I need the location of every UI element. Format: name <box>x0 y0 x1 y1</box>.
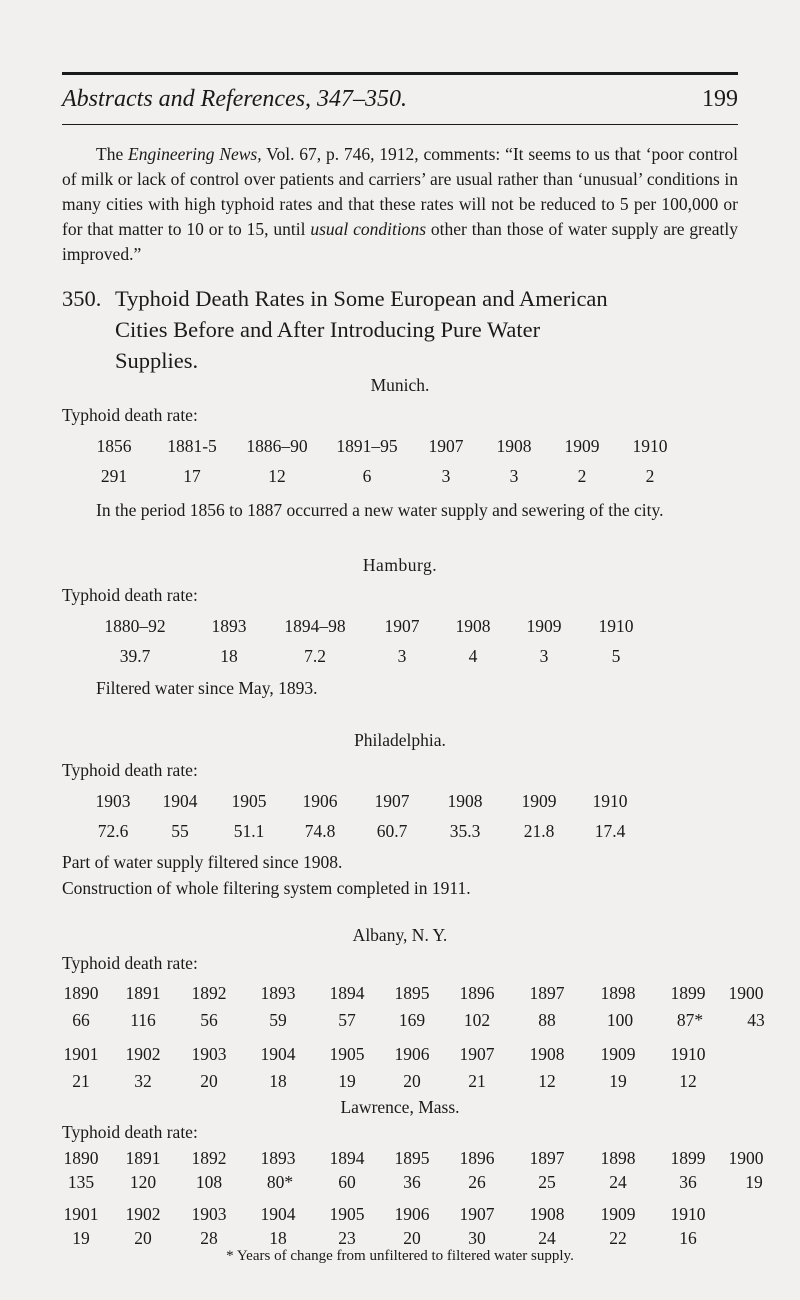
rate-cell: 59 <box>269 1010 287 1030</box>
rate-cell: 18 <box>269 1071 287 1091</box>
munich-note: In the period 1856 to 1887 occurred a new water supply and sewering of the city. <box>96 500 664 520</box>
rate-cell: 60.7 <box>376 821 408 841</box>
rate-cell: 4 <box>468 646 478 666</box>
city-heading-albany: Albany, N. Y. <box>352 925 448 945</box>
rate-label: Typhoid death rate: <box>62 405 198 425</box>
rate-cell: 16 <box>679 1228 697 1248</box>
rate-cell: 7.2 <box>304 646 326 666</box>
year-cell: 1894 <box>329 1148 365 1168</box>
intro-text-start: The <box>96 144 129 164</box>
year-cell: 1905 <box>329 1044 365 1064</box>
rate-cell: 28 <box>200 1228 218 1248</box>
year-cell: 1899 <box>670 983 706 1003</box>
rate-cell: 19 <box>609 1071 627 1091</box>
rate-cell: 169 <box>398 1010 426 1030</box>
rate-cell: 291 <box>100 466 128 486</box>
year-cell: 1907 <box>374 791 410 811</box>
rate-cell: 60 <box>338 1172 356 1192</box>
year-cell: 1900 <box>728 983 764 1003</box>
rate-cell: 3 <box>539 646 549 666</box>
year-cell: 1909 <box>600 1204 636 1224</box>
year-cell: 1910 <box>598 616 634 636</box>
year-cell: 1901 <box>63 1204 99 1224</box>
rate-cell: 20 <box>200 1071 218 1091</box>
rate-cell: 24 <box>538 1228 556 1248</box>
rate-cell: 24 <box>609 1172 627 1192</box>
year-cell: 1899 <box>670 1148 706 1168</box>
year-cell: 1895 <box>394 983 430 1003</box>
rate-label: Typhoid death rate: <box>62 585 198 605</box>
header-underline <box>62 124 738 125</box>
rate-cell: 30 <box>468 1228 486 1248</box>
rate-cell: 51.1 <box>233 821 265 841</box>
year-cell: 1907 <box>459 1044 495 1064</box>
rate-cell: 55 <box>171 821 189 841</box>
year-cell: 1906 <box>302 791 338 811</box>
rate-cell: 23 <box>338 1228 356 1248</box>
year-cell: 1898 <box>600 1148 636 1168</box>
year-cell: 1903 <box>191 1044 227 1064</box>
year-cell: 1880–92 <box>104 616 166 636</box>
rate-cell: 3 <box>441 466 451 486</box>
rate-cell: 32 <box>134 1071 152 1091</box>
year-cell: 1891–95 <box>336 436 398 456</box>
section-title-line: Cities Before and After Introducing Pure Water <box>115 317 541 342</box>
philadelphia-note-2: Construction of whole filtering system completed in 1911. <box>62 878 471 898</box>
year-cell: 1892 <box>191 983 227 1003</box>
rate-cell: 72.6 <box>97 821 129 841</box>
rate-cell: 39.7 <box>119 646 151 666</box>
year-cell: 1896 <box>459 1148 495 1168</box>
rate-cell: 116 <box>130 1010 156 1030</box>
section-title-line: Supplies. <box>115 348 199 373</box>
rate-cell: 66 <box>72 1010 90 1030</box>
city-heading-munich: Munich. <box>370 375 430 395</box>
rate-cell: 19 <box>745 1172 763 1192</box>
year-cell: 1898 <box>600 983 636 1003</box>
year-cell: 1903 <box>191 1204 227 1224</box>
year-cell: 1907 <box>459 1204 495 1224</box>
section-number: 350. <box>62 286 102 311</box>
rate-cell: 43 <box>747 1010 765 1030</box>
year-cell: 1890 <box>63 983 99 1003</box>
intro-emphasis: usual conditions <box>310 219 427 239</box>
year-cell: 1894–98 <box>284 616 346 636</box>
year-cell: 1905 <box>231 791 267 811</box>
rate-cell: 19 <box>72 1228 90 1248</box>
year-cell: 1904 <box>260 1044 296 1064</box>
year-cell: 1903 <box>95 791 131 811</box>
year-cell: 1897 <box>529 1148 565 1168</box>
rate-cell: 21.8 <box>523 821 555 841</box>
year-cell: 1900 <box>728 1148 764 1168</box>
section-title-line: Typhoid Death Rates in Some European and American <box>115 286 608 311</box>
year-cell: 1908 <box>529 1204 565 1224</box>
year-cell: 1908 <box>529 1044 565 1064</box>
rate-cell: 108 <box>195 1172 223 1192</box>
philadelphia-note-1: Part of water supply filtered since 1908. <box>62 852 343 872</box>
rate-cell: 19 <box>338 1071 356 1091</box>
rate-cell: 3 <box>509 466 519 486</box>
year-cell: 1906 <box>394 1204 430 1224</box>
intro-text: Vol. 67, p. 746, 1912, comments: “It seems to us that ‘poor control of milk or lack of control over patients and carriers’ are usual rather than ‘unusual’ conditions in many cities with high typhoid rates and that these rates will not be reduced to 5 per 100,000 or for that matter to 10 or to 15, until <box>62 144 738 239</box>
source-title: Engineering News, <box>128 144 262 164</box>
year-cell: 1909 <box>526 616 562 636</box>
year-cell: 1902 <box>125 1044 161 1064</box>
year-cell: 1892 <box>191 1148 227 1168</box>
page-number: 199 <box>702 86 738 112</box>
rate-cell: 2 <box>645 466 655 486</box>
intro-text-end: other than those of water supply are greatly improved.” <box>62 219 739 264</box>
year-cell: 1886–90 <box>246 436 308 456</box>
rate-cell: 20 <box>134 1228 152 1248</box>
year-cell: 1907 <box>428 436 464 456</box>
year-cell: 1901 <box>63 1044 99 1064</box>
running-title: Abstracts and References, 347–350. <box>62 86 408 112</box>
rate-cell: 17.4 <box>594 821 626 841</box>
rate-cell: 26 <box>468 1172 486 1192</box>
year-cell: 1893 <box>260 1148 296 1168</box>
year-cell: 1910 <box>670 1204 706 1224</box>
rate-cell: 57 <box>338 1010 356 1030</box>
hamburg-note: Filtered water since May, 1893. <box>96 678 318 698</box>
rate-cell: 12 <box>679 1071 697 1091</box>
year-cell: 1907 <box>384 616 420 636</box>
rate-cell: 88 <box>538 1010 556 1030</box>
year-cell: 1904 <box>162 791 198 811</box>
year-cell: 1890 <box>63 1148 99 1168</box>
running-head <box>62 86 738 118</box>
rate-label: Typhoid death rate: <box>62 760 198 780</box>
rate-cell: 6 <box>362 466 372 486</box>
rate-cell: 5 <box>611 646 621 666</box>
year-cell: 1909 <box>600 1044 636 1064</box>
year-cell: 1856 <box>96 436 132 456</box>
rate-cell: 12 <box>538 1071 556 1091</box>
year-cell: 1908 <box>447 791 483 811</box>
year-cell: 1891 <box>125 1148 161 1168</box>
year-cell: 1895 <box>394 1148 430 1168</box>
year-cell: 1902 <box>125 1204 161 1224</box>
rate-cell: 18 <box>220 646 238 666</box>
year-cell: 1894 <box>329 983 365 1003</box>
rate-cell: 20 <box>403 1071 421 1091</box>
header-rule <box>62 72 738 75</box>
rate-cell: 22 <box>609 1228 627 1248</box>
year-cell: 1910 <box>670 1044 706 1064</box>
year-cell: 1896 <box>459 983 495 1003</box>
year-cell: 1908 <box>496 436 532 456</box>
year-cell: 1897 <box>529 983 565 1003</box>
rate-cell: 36 <box>403 1172 421 1192</box>
rate-cell: 87* <box>676 1010 704 1030</box>
year-cell: 1905 <box>329 1204 365 1224</box>
city-heading-hamburg: Hamburg. <box>362 555 438 575</box>
year-cell: 1891 <box>125 983 161 1003</box>
year-cell: 1904 <box>260 1204 296 1224</box>
rate-label: Typhoid death rate: <box>62 953 198 973</box>
year-cell: 1906 <box>394 1044 430 1064</box>
year-cell: 1910 <box>632 436 668 456</box>
rate-cell: 17 <box>183 466 201 486</box>
rate-cell: 20 <box>403 1228 421 1248</box>
city-heading-lawrence: Lawrence, Mass. <box>340 1097 460 1117</box>
rate-cell: 25 <box>538 1172 556 1192</box>
year-cell: 1910 <box>592 791 628 811</box>
footnote: * Years of change from unfiltered to filtered water supply. <box>226 1248 574 1264</box>
year-cell: 1881-5 <box>167 436 217 456</box>
rate-cell: 100 <box>606 1010 634 1030</box>
year-cell: 1908 <box>455 616 491 636</box>
rate-cell: 2 <box>577 466 587 486</box>
rate-label: Typhoid death rate: <box>62 1122 198 1142</box>
rate-cell: 80* <box>266 1172 294 1192</box>
intro-paragraph <box>62 142 738 267</box>
rate-cell: 21 <box>468 1071 486 1091</box>
rate-cell: 18 <box>269 1228 287 1248</box>
year-cell: 1909 <box>521 791 557 811</box>
year-cell: 1893 <box>260 983 296 1003</box>
rate-cell: 56 <box>200 1010 218 1030</box>
rate-cell: 135 <box>67 1172 95 1192</box>
rate-cell: 74.8 <box>304 821 336 841</box>
rate-cell: 36 <box>679 1172 697 1192</box>
rate-cell: 21 <box>72 1071 90 1091</box>
rate-cell: 120 <box>129 1172 157 1192</box>
rate-cell: 35.3 <box>449 821 481 841</box>
rate-cell: 12 <box>268 466 286 486</box>
rate-cell: 3 <box>397 646 407 666</box>
year-cell: 1909 <box>564 436 600 456</box>
rate-cell: 102 <box>463 1010 491 1030</box>
city-heading-philadelphia: Philadelphia. <box>354 730 446 750</box>
year-cell: 1893 <box>211 616 247 636</box>
